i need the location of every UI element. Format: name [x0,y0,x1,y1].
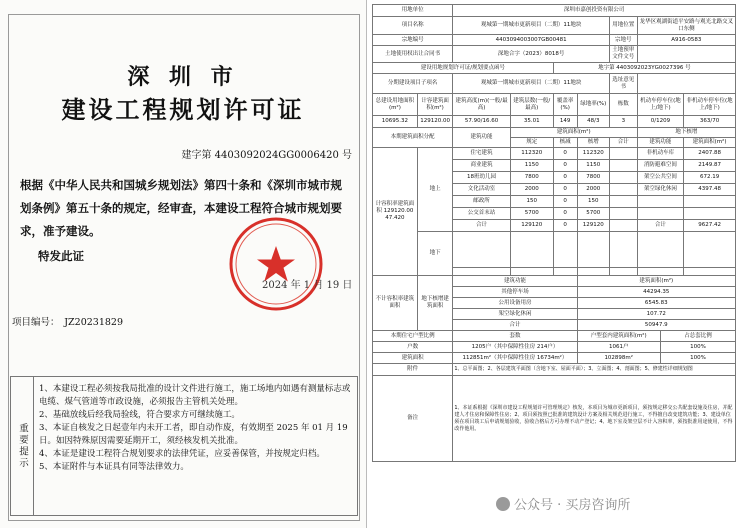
table-cell: 0 [553,196,577,208]
table-cell [577,232,609,268]
table-cell: 0 [553,184,577,196]
label-site-opinion: 选址意见书 [609,74,637,94]
value-applicant: 深圳市嘉创投资有限公司 [453,5,736,17]
project-number: 项目编号： JZ20231829 [12,317,124,328]
far-vertical-label: 计容积率建筑面积 129120.00 47.420 [373,148,418,276]
table-cell: 消防避难空间 [637,160,684,172]
attachments-label: 附件 [373,364,453,376]
value-pre-review [637,46,735,63]
housing-col-share: 占总套比例 [660,331,735,342]
value-green: 48/3 [577,116,609,128]
table-cell [637,232,684,268]
table-cell: 5700 [577,208,609,220]
permit-front-page [0,0,367,528]
area-allocation-title: 本期建筑面积分配 [373,128,453,148]
table-cell [684,232,736,268]
detail-table [372,4,736,462]
non-far-label: 不计容积率建筑面积 [373,276,418,331]
table-cell: 50947.9 [577,320,735,331]
table-cell: 107.72 [577,309,735,320]
table-cell [684,196,736,208]
table-cell: 合计 [637,220,684,232]
table-cell: 112320 [577,148,609,160]
table-cell: 住宅建筑 [453,148,510,160]
value-site-opinion [637,74,735,94]
table-cell: 100% [660,342,735,353]
table-cell [609,268,637,276]
label-location: 用地位置 [609,17,637,35]
table-cell: 4397.48 [684,184,736,196]
head-car-parking: 机动车停车位(地上/地下) [637,94,684,116]
city-name: 深 圳 市 [127,64,239,90]
table-cell: 7800 [577,172,609,184]
value-height: 57.90/16.60 [453,116,510,128]
col-increased: 核增 [577,138,609,148]
head-total-land: 总建设用地面积(m²) [373,94,418,116]
value-project-name: 观城第一期城市更新项目（二期）11地块 [453,17,610,35]
table-cell: 1150 [510,160,553,172]
watermark-text: 公众号 · 买房咨询所 [514,498,631,513]
value-subproject: 观城第一期城市更新项目（二期）11地块 [453,74,610,94]
head-floors: 建筑层数(一般/最高) [510,94,553,116]
table-cell [609,148,637,160]
table-cell [577,268,609,276]
table-cell: 2000 [577,184,609,196]
table-cell: 150 [510,196,553,208]
label-parcel-no: 宗地号 [609,35,637,46]
watermark [496,494,630,513]
important-notes [10,376,358,516]
table-cell: 672.19 [684,172,736,184]
head-green: 绿地率(%) [577,94,609,116]
above-ground-label: 地上 [417,148,452,232]
table-cell: 0 [553,208,577,220]
non-far-col-function: 建筑功能 [453,276,577,287]
label-project-name: 项目名称 [373,17,453,35]
col-under-area: 建筑面积(m²) [684,138,736,148]
label-parcel-code: 宗地编号 [373,35,453,46]
label-land-contract: 土地使用权出让合同书 [373,46,453,63]
note-item: 5、本证附件与本证具有同等法律效力。 [39,462,189,472]
label-pre-review: 土地预审文件文号 [609,46,637,63]
table-cell: 0 [553,160,577,172]
table-cell [609,208,637,220]
note-item: 4、本证是建设工程符合规划要求的法律凭证，应妥善保管，并按规定归档。 [39,449,325,459]
table-cell: 129120 [510,220,553,232]
table-cell: 合计 [453,320,577,331]
remarks-text: 1、本证系根据《深圳市建设工程规划许可管理规定》核发，本项目为城市更新项目，须按规定移交公共配套设施及住房，并配建人才住房和保障性住房；2、项目须按照已批准的建筑设计方案及相关规范进行施工，不得擅自改变建筑功能；3、建设单位须在项目竣工后申请规划验收，验收合格后方可办理不动产登记；4、地下室及架空层不计入容积率，须按批准用途使用，不得改作他用。 [453,376,736,462]
table-cell: 5700 [510,208,553,220]
note-item: 3、本证自核发之日起壹年内未开工者，即自动作废，有效期至 2025 年 01 月 19 日。如因特殊原因需要延期开工，须经核发机关批准。 [39,423,348,446]
table-cell [684,268,736,276]
table-cell [637,208,684,220]
table-cell [609,196,637,208]
label-applicant: 用地单位 [373,5,453,17]
issued-text: 特发此证 [38,249,84,263]
permit-title: 建设工程规划许可证 [61,95,305,124]
value-bike-parking: 363/70 [684,116,736,128]
table-cell [609,220,637,232]
table-cell: 架空公共空间 [637,172,684,184]
head-coverage: 覆盖率(%) [553,94,577,116]
table-cell: 文化活动室 [453,184,510,196]
table-cell: 100% [660,353,735,364]
table-cell: 非机动车库 [637,148,684,160]
table-cell [453,268,510,276]
table-cell: 2149.87 [684,160,736,172]
value-far-area: 129120.00 [417,116,452,128]
table-cell: 150 [577,196,609,208]
value-coverage: 149 [553,116,577,128]
table-cell: 6545.83 [577,298,735,309]
permit-detail-page [368,0,740,528]
table-cell: 2407.88 [684,148,736,160]
wechat-icon [496,497,510,511]
table-cell: 0 [553,148,577,160]
table-cell [609,232,637,268]
table-cell: 129120 [577,220,609,232]
table-cell: 邮政所 [453,196,510,208]
value-parcel-no: A916-0583 [637,35,735,46]
under-increase-label: 地下核增建筑面积 [417,276,452,331]
table-cell: 18班幼儿园 [453,172,510,184]
table-cell: 架空绿化休闲 [453,309,577,320]
col-total: 合计 [609,138,637,148]
value-location: 龙华区观湖街道平安路与观光北路交叉口东侧 [637,17,735,35]
value-car-parking: 0/1209 [637,116,684,128]
table-cell [553,268,577,276]
label-subproject: 分期建设项目子项名 [373,74,453,94]
attachments-text: 1、总平面图；2、各层建筑平面图（含地下室、屋面平面）；3、立面图；4、剖面图；5、修建性详细规划图 [453,364,736,376]
notes-label: 重要提示 [11,377,34,515]
head-bike-parking: 非机动车停车位(地上/地下) [684,94,736,116]
official-seal-icon [228,216,324,312]
certificate-number: 建字第 4403092024GG0006420 号 [181,150,352,161]
table-cell: 其他停车场 [453,287,577,298]
table-cell [510,232,553,268]
table-cell [637,196,684,208]
col-function: 建筑功能 [453,128,510,148]
table-cell: 合计 [453,220,510,232]
table-cell: 商业建筑 [453,160,510,172]
table-cell: 1150 [577,160,609,172]
head-buildings: 栋数 [609,94,637,116]
remarks-label: 备注 [373,376,453,462]
housing-col-units: 套数 [453,331,577,342]
table-cell: 户数 [373,342,453,353]
housing-col-area: 户型套内建筑面积(m²) [577,331,660,342]
table-cell: 2000 [510,184,553,196]
below-ground-label: 地下 [417,232,452,276]
table-cell: 建筑面积 [373,353,453,364]
housing-ratio-title: 本期住宅户型比例 [373,331,453,342]
table-cell [609,172,637,184]
value-floors: 35.01 [510,116,553,128]
table-cell [609,160,637,172]
value-land-permit: 地字第 4403092023YG0027396 号 [553,63,735,74]
value-land-contract: 深地合字（2023）8018号 [453,46,610,63]
table-cell: 1205户（其中保障性住房 214户） [453,342,577,353]
table-cell: 0 [553,172,577,184]
table-cell: 7800 [510,172,553,184]
col-reduced: 核减 [553,138,577,148]
table-cell [453,232,510,268]
table-cell: 公用设备用房 [453,298,577,309]
table-cell: 112851m²（其中保障性住房 16734m²） [453,353,577,364]
col-specified: 规定 [510,138,553,148]
table-cell [684,208,736,220]
table-cell: 公交首末站 [453,208,510,220]
notes-list [39,383,353,474]
head-far-area: 计容建筑面积(m²) [417,94,452,116]
table-cell: 44294.35 [577,287,735,298]
value-total-land: 10695.32 [373,116,418,128]
table-cell [553,232,577,268]
non-far-col-area: 建筑面积(m²) [577,276,735,287]
note-item: 2、基础放线后经我局验线，符合要求方可继续施工。 [39,410,240,420]
table-cell: 112320 [510,148,553,160]
col-under-increase: 地下核增 [637,128,735,138]
value-buildings: 3 [609,116,637,128]
value-parcel-code: 4403094003007GB00481 [453,35,610,46]
table-cell [609,184,637,196]
table-cell [510,268,553,276]
table-cell: 架空绿化休闲 [637,184,684,196]
head-height: 建筑高度(m)(一般/最高) [453,94,510,116]
permit-body-text: 根据《中华人民共和国城乡规划法》第四十条和《深圳市城市规划条例》第五十条的规定，经审查，本建设工程符合城市规划要求，准予建设。 [20,178,342,238]
col-area: 建筑面积(m²) [510,128,637,138]
table-cell: 1061户 [577,342,660,353]
table-cell [637,268,684,276]
table-cell: 0 [553,220,577,232]
issue-date: 2024 年 1 月 19 日 [262,280,353,291]
table-cell: 102898m² [577,353,660,364]
note-item: 1、本建设工程必须按我局批准的设计文件进行施工，施工场地内如遇有测量标志或电缆、煤气管道等市政设施，必须报告主管机关处理。 [39,384,351,407]
label-land-permit: 建设用地规划许可证/规划要点函号 [373,63,554,74]
col-under-function: 建筑功能 [637,138,684,148]
table-cell: 9627.42 [684,220,736,232]
